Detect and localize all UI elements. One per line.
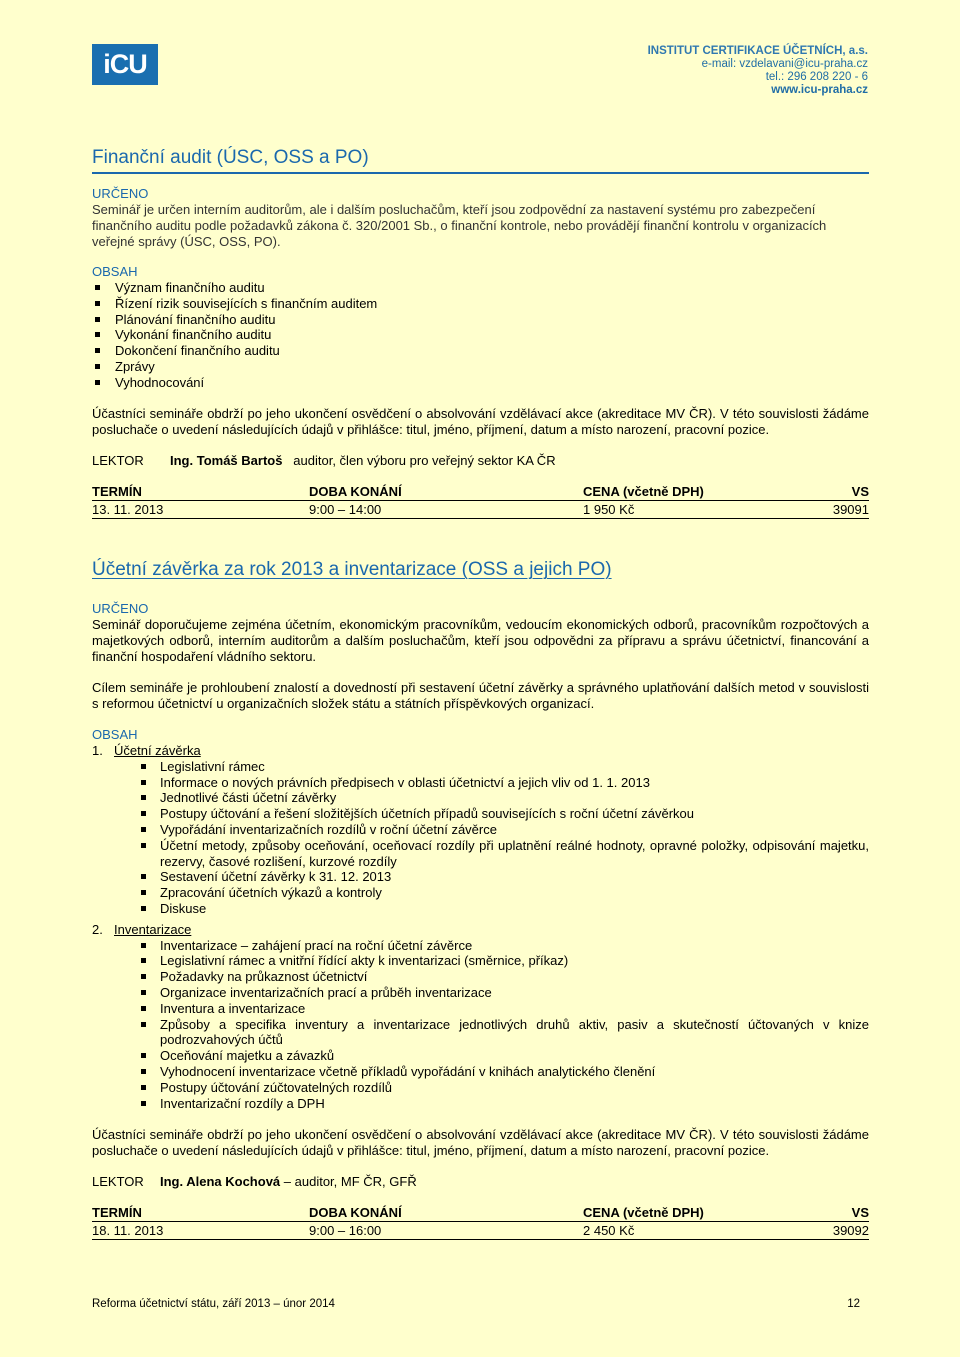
- cell-termin: 13. 11. 2013: [92, 500, 309, 518]
- list-item: Vypořádání inventarizačních rozdílů v roční účetní závěrce: [138, 822, 869, 838]
- list-item: Řízení rizik souvisejících s finančním auditem: [92, 296, 869, 312]
- list-item: Inventarizační rozdíly a DPH: [138, 1096, 869, 1112]
- urceno-text: Seminář doporučujeme zejména účetním, ekonomickým pracovníkům, vedoucím ekonomických odborů, pracovníkům rozpočtových a majetkových odborů, interním auditorům a dalším posluchačům, kteří jsou odpovědni za přípravu a správu účetnictví, financování a finanční hospodaření vládního sektoru.: [92, 617, 869, 664]
- obsah-heading: OBSAH: [92, 727, 138, 742]
- lektor-desc: auditor, člen výboru pro veřejný sektor KA ČR: [293, 452, 556, 468]
- list-item: Dokončení finančního auditu: [92, 343, 869, 359]
- list-item: Plánování finančního auditu: [92, 312, 869, 328]
- cell-vs: 39091: [803, 500, 869, 518]
- list-item: Účetní metody, způsoby oceňování, oceňovací rozdíly při uplatnění reálné hodnoty, opravné položky, odpisování majetku, rezervy, časové rozlišení, kurzové rozdíly: [138, 838, 869, 870]
- table-row: [92, 500, 869, 518]
- obsah-list: [92, 743, 869, 1111]
- course-ucetni-zaverka: [92, 558, 869, 1240]
- col-doba: DOBA KONÁNÍ: [309, 1204, 583, 1222]
- list-item: Legislativní rámec: [138, 759, 869, 775]
- list-item: Informace o nových právních předpisech v oblasti účetnictví a jejich vliv od 1. 1. 2013: [138, 775, 869, 791]
- part-title: Inventarizace: [114, 921, 192, 937]
- col-termin: TERMÍN: [92, 1204, 309, 1222]
- schedule-table: [92, 1204, 869, 1240]
- obsah-list: [92, 280, 869, 391]
- list-item: Vyhodnocení inventarizace včetně příkladů vypořádání v knihách analytického členění: [138, 1064, 869, 1080]
- lektor-label: LEKTOR: [92, 452, 144, 468]
- list-item: Legislativní rámec a vnitřní řídící akty k inventarizaci (směrnice, příkaz): [138, 953, 869, 969]
- col-vs: VS: [803, 1204, 869, 1222]
- contact-block: [648, 45, 868, 97]
- lektor-line: [92, 1174, 869, 1190]
- lektor-desc: – auditor, MF ČR, GFŘ: [283, 1174, 417, 1190]
- col-cena: CENA (včetně DPH): [583, 1204, 803, 1222]
- obsah-part-2: [92, 922, 869, 1112]
- cell-termin: 18. 11. 2013: [92, 1222, 309, 1240]
- table-header-row: [92, 483, 869, 501]
- course-financni-audit: [92, 146, 869, 519]
- table-row: [92, 1222, 869, 1240]
- list-item: Oceňování majetku a závazků: [138, 1048, 869, 1064]
- list-item: Organizace inventarizačních prací a průběh inventarizace: [138, 985, 869, 1001]
- col-cena: CENA (včetně DPH): [583, 483, 803, 501]
- certificate-note: Účastníci semináře obdrží po jeho ukončení osvědčení o absolvování vzdělávací akce (akreditace MV ČR). V této souvislosti žádáme posluchače o uvedení následujících údajů v přihlášce: titul, jméno, příjmení, datum a místo narození, pracovní pozice.: [92, 405, 869, 437]
- part-number: 2.: [92, 921, 103, 937]
- list-item: Jednotlivé části účetní závěrky: [138, 790, 869, 806]
- col-doba: DOBA KONÁNÍ: [309, 483, 583, 501]
- list-item: Vykonání finančního auditu: [92, 327, 869, 343]
- certificate-note: Účastníci semináře obdrží po jeho ukončení osvědčení o absolvování vzdělávací akce (akreditace MV ČR). V této souvislosti žádáme posluchače o uvedení následujících údajů v přihlášce: titul, jméno, příjmení, datum a místo narození, pracovní pozice.: [92, 1127, 869, 1159]
- list-item: Zprávy: [92, 359, 869, 375]
- col-termin: TERMÍN: [92, 483, 309, 501]
- obsah-heading: OBSAH: [92, 264, 138, 279]
- footer-text: Reforma účetnictví státu, září 2013 – únor 2014: [92, 1298, 335, 1310]
- obsah-part-1: [92, 743, 869, 917]
- list-item: Sestavení účetní závěrky k 31. 12. 2013: [138, 869, 869, 885]
- schedule-table: [92, 483, 869, 519]
- list-item: Způsoby a specifika inventury a inventarizace jednotlivých druhů aktiv, pasiv a skutečností účtovaných v knize podrozvahových účtů: [138, 1017, 869, 1049]
- list-item: Diskuse: [138, 901, 869, 917]
- list-item: Inventura a inventarizace: [138, 1001, 869, 1017]
- cell-doba: 9:00 – 16:00: [309, 1222, 583, 1240]
- course-title: Účetní závěrka za rok 2013 a inventarizace (OSS a jejich PO): [92, 559, 612, 580]
- part-number: 1.: [92, 743, 103, 758]
- icu-logo: [92, 44, 158, 85]
- list-item: Vyhodnocování: [92, 375, 869, 391]
- list-item: Inventarizace – zahájení prací na roční účetní závěrce: [138, 938, 869, 954]
- list-item: Postupy účtování a řešení složitějších účetních případů souvisejících s roční účetní závěrkou: [138, 806, 869, 822]
- page-number: 12: [847, 1298, 860, 1310]
- course-title: Finanční audit (ÚSC, OSS a PO): [92, 146, 869, 174]
- lektor-label: LEKTOR: [92, 1174, 144, 1190]
- list-item: Zpracování účetních výkazů a kontroly: [138, 885, 869, 901]
- lektor-name: Ing. Tomáš Bartoš: [170, 452, 283, 468]
- cell-cena: 2 450 Kč: [583, 1222, 803, 1240]
- urceno-heading: URČENO: [92, 601, 149, 616]
- org-name: INSTITUT CERTIFIKACE ÚČETNÍCH, a.s.: [647, 45, 868, 57]
- part-title: Účetní závěrka: [114, 743, 201, 758]
- col-vs: VS: [803, 483, 869, 501]
- cell-cena: 1 950 Kč: [583, 500, 803, 518]
- list-item: Význam finančního auditu: [92, 280, 869, 296]
- cell-vs: 39092: [803, 1222, 869, 1240]
- list-item: Požadavky na průkaznost účetnictví: [138, 969, 869, 985]
- goal-text: Cílem semináře je prohloubení znalostí a dovedností při sestavení účetní závěrky a správného uplatňování dalších metod v souvislosti s reformou účetnictví u organizačních složek státu a státních příspěvkových organizací.: [92, 680, 869, 711]
- urceno-text: Seminář je určen interním auditorům, ale i dalším posluchačům, kteří jsou zodpovědní za nastavení systému pro zabezpečení finančního auditu podle požadavků zákona č. 320/2001 Sb., o finanční kontrole, nebo provádějí finanční kontrolu v organizacích veřejné správy (ÚSC, OSS, PO).: [92, 202, 827, 249]
- urceno-heading: URČENO: [92, 186, 149, 201]
- page-footer: [92, 1297, 869, 1311]
- logo-text: iCU: [103, 49, 147, 79]
- list-item: Postupy účtování zúčtovatelných rozdílů: [138, 1080, 869, 1096]
- lektor-name: Ing. Alena Kochová: [160, 1174, 281, 1190]
- table-header-row: [92, 1204, 869, 1222]
- contact-email[interactable]: e-mail: vzdelavani@icu-praha.cz: [701, 58, 868, 70]
- contact-web-link[interactable]: www.icu-praha.cz: [771, 84, 868, 96]
- lektor-line: [92, 453, 869, 469]
- cell-doba: 9:00 – 14:00: [309, 500, 583, 518]
- contact-phone: tel.: 296 208 220 - 6: [765, 71, 868, 83]
